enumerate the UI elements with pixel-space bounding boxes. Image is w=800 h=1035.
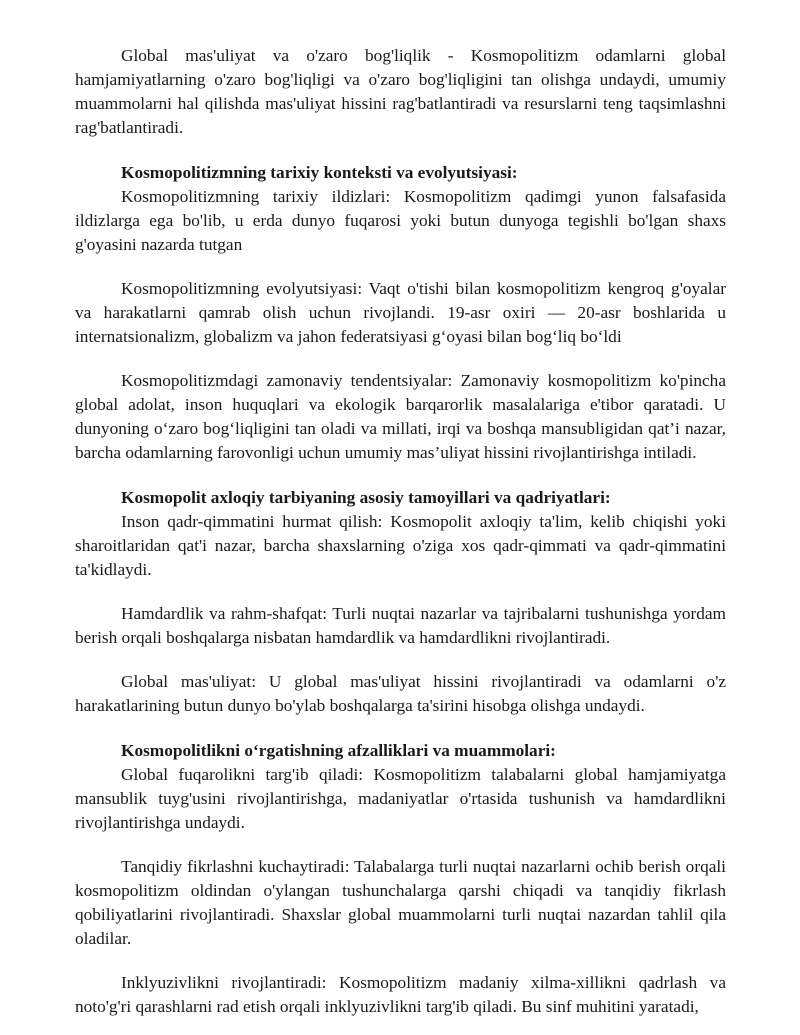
document-page bbox=[75, 44, 726, 1019]
paragraph-global-responsibility-intro: Global mas'uliyat va o'zaro bog'liqlik - Kosmopolitizm odamlarni global hamjamiyatlarning o'zaro bog'liqligi va o'zaro bog'liqligini tan olishga undaydi, umumiy muammolarni hal qilishda mas'uliyat hissini rag'batlantiradi va resurslarni teng taqsimlashni rag'batlantiradi. bbox=[75, 46, 726, 137]
paragraph-evolution: Kosmopolitizmning evolyutsiyasi: Vaqt o'tishi bilan kosmopolitizm kengroq g'oyalar va harakatlarni qamrab olish uchun rivojlandi. 19-asr oxiri — 20-asr boshlarida u internatsionalizm, globalizm va jahon federatsiyasi g‘oyasi bilan bog‘liq bo‘ldi bbox=[75, 279, 726, 346]
paragraph-modern-trends: Kosmopolitizmdagi zamonaviy tendentsiyalar: Zamonaviy kosmopolitizm ko'pincha global adolat, inson huquqlari va ekologik barqarorlik masalalariga e'tibor qaratadi. U dunyoning o‘zaro bog‘liqligini tan oladi va millati, irqi va boshqa mansubligidan qat’i nazar, barcha odamlarning farovonligi uchun umumiy mas’uliyat hissini rivojlantirishga intiladi. bbox=[75, 371, 726, 462]
paragraph-global-responsibility: Global mas'uliyat: U global mas'uliyat hissini rivojlantiradi va odamlarni o'z harakatlarining butun dunyo bo'ylab boshqalarga ta'sirini hisobga olishga undaydi. bbox=[75, 672, 726, 715]
paragraph-empathy: Hamdardlik va rahm-shafqat: Turli nuqtai nazarlar va tajribalarni tushunishga yordam berish orqali boshqalarga nisbatan hamdardlik va hamdardlikni rivojlantiradi. bbox=[75, 604, 726, 647]
paragraph-inclusivity: Inklyuzivlikni rivojlantiradi: Kosmopolitizm madaniy xilma-xillikni qadrlash va noto'g'ri qarashlarni rad etish orqali inklyuzivlikni targ'ib qiladi. Bu sinf muhitini yaratadi, bbox=[75, 973, 726, 1016]
paragraph-human-dignity: Inson qadr-qimmatini hurmat qilish: Kosmopolit axloqiy ta'lim, kelib chiqishi yoki sharoitlaridan qat'i nazar, barcha shaxslarning o'ziga xos qadr-qimmati va qadr-qimmatini ta'kidlaydi. bbox=[75, 512, 726, 579]
paragraph-critical-thinking: Tanqidiy fikrlashni kuchaytiradi: Talabalarga turli nuqtai nazarlarni ochib berish orqali kosmopolitizm oldindan o'ylangan tushunchalarga qarshi chiqadi va tanqidiy fikrlash qobiliyatlarini rivojlantiradi. Shaxslar global muammolarni turli nuqtai nazardan tahlil qila oladilar. bbox=[75, 857, 726, 948]
paragraph-historical-roots: Kosmopolitizmning tarixiy ildizlari: Kosmopolitizm qadimgi yunon falsafasida ildizlarga ega bo'lib, u erda dunyo fuqarosi yoki butun dunyoga tegishli bo'lgan shaxs g'oyasini nazarda tutgan bbox=[75, 187, 726, 254]
paragraph-global-citizenship: Global fuqarolikni targ'ib qiladi: Kosmopolitizm talabalarni global hamjamiyatga mansublik tuyg'usini rivojlantirishga, madaniyatlar o'rtasida tushunish va hamdardlikni rivojlantirishga undaydi. bbox=[75, 765, 726, 832]
heading-historical-context: Kosmopolitizmning tarixiy konteksti va evolyutsiyasi: bbox=[121, 163, 518, 182]
heading-core-principles: Kosmopolit axloqiy tarbiyaning asosiy tamoyillari va qadriyatlari: bbox=[121, 488, 611, 507]
heading-benefits-challenges: Kosmopolitlikni o‘rgatishning afzalliklari va muammolari: bbox=[121, 741, 556, 760]
